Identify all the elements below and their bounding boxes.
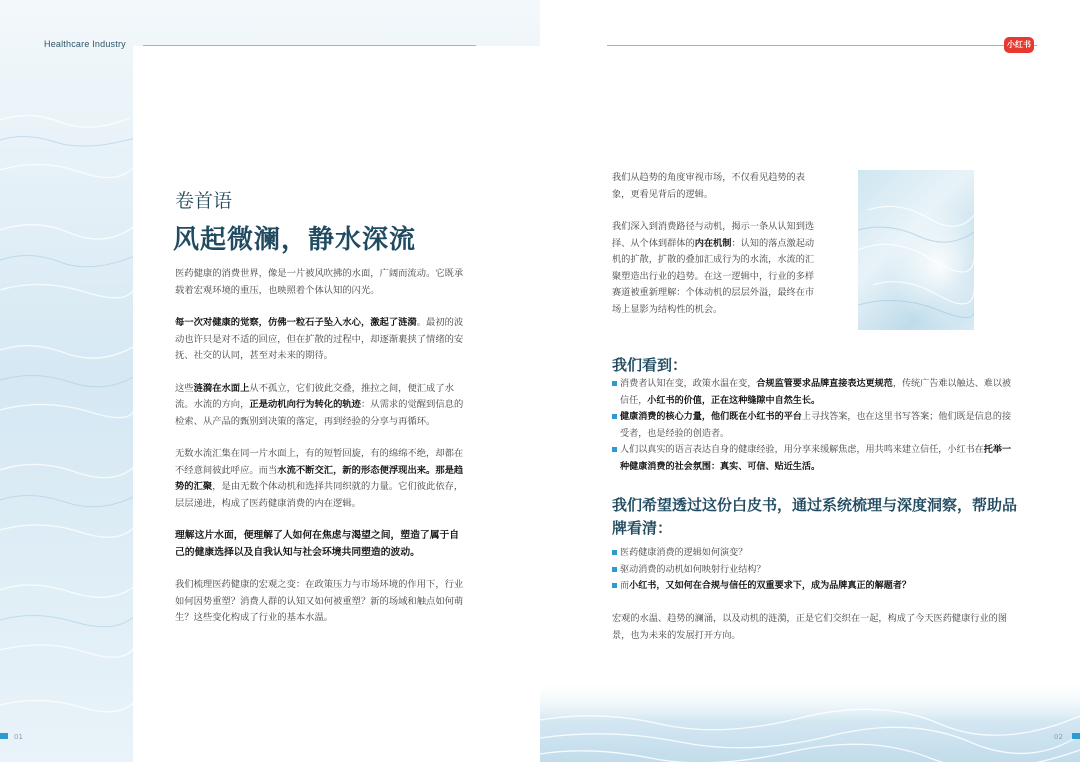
- header-label: Healthcare Industry: [44, 39, 126, 49]
- right-page: [540, 0, 1080, 762]
- bold-text: 每一次对健康的觉察，仿佛一粒石子坠入水心，激起了涟漪: [175, 317, 417, 328]
- list-item: [612, 562, 1012, 579]
- page-number: 01: [14, 733, 23, 741]
- text-run: 医药健康的消费世界，像是一片被风吹拂的水面，广阔而流动。它既承载着宏观环境的重压，也映照着个体认知的闪光。: [175, 268, 464, 296]
- page-tab-marker: [1072, 733, 1080, 739]
- text-run: 无数水流汇集在同一片水面上，有的短暂回旋，有的绵绵不绝，却都在不经意间彼此呼应。而当: [175, 448, 464, 476]
- water-background-right: [540, 680, 1080, 762]
- page-tab-marker: [0, 733, 8, 739]
- bold-text: 正是动机向行为转化的轨迹: [249, 399, 361, 410]
- paragraph: [175, 577, 467, 627]
- intro-text: [612, 170, 817, 334]
- text-run: 人们以真实的语言表达自身的健康经验，用分享来缓解焦虑，用共鸣来建立信任，小红书在: [620, 445, 984, 455]
- text-run: 消费者认知在变，政策水温在变，: [620, 379, 757, 389]
- closing-paragraph: 宏观的水温、趋势的澜涌，以及动机的涟漪，正是它们交织在一起，构成了今天医药健康行业的图景，也为未来的发展打开方向。: [612, 613, 1008, 641]
- text-run: ，是由无数个体动机和选择共同织就的力量。它们彼此依存，层层递进，构成了医药健康消费的内在逻辑。: [175, 481, 464, 509]
- text-run: 医药健康消费的逻辑如何演变？: [620, 548, 748, 558]
- bold-text: 小红书的价值，正在这种缝隙中自然生长。: [647, 395, 821, 406]
- paragraph: [175, 381, 467, 431]
- paragraph: [175, 446, 467, 512]
- text-run: 驱动消费的动机如何映射行业结构？: [620, 564, 766, 575]
- section-heading-seen: 我们看到：: [612, 356, 688, 374]
- paragraph: [612, 170, 817, 203]
- paragraph: [175, 266, 467, 299]
- page-number: 02: [1054, 733, 1063, 741]
- paragraph: [175, 315, 467, 365]
- list-item: [612, 545, 1012, 562]
- bold-text: 理解这片水面，便理解了人如何在焦虑与渴望之间，塑造了属于自己的健康选择以及自我认知与社会环境共同塑造的波动。: [175, 530, 460, 558]
- list-item: [612, 376, 1012, 409]
- header-rule: [143, 45, 476, 46]
- section-heading-hope: 我们希望透过这份白皮书，通过系统梳理与深度洞察，帮助品牌看清：: [612, 496, 1018, 537]
- text-run: 我们深入到消费路径与动机，揭示一条从认知到选择、从个体到群体的: [612, 221, 815, 249]
- list-item: [612, 578, 1012, 595]
- paragraph: [175, 528, 467, 561]
- text-run: 上寻找答案，也在这里书写答案；他们既是信息的接受者，也是经验的创造者。: [620, 412, 1012, 439]
- list-item: [612, 442, 1012, 475]
- text-run: ：从需求的觉醒到信息的检索、从产品的甄别到决策的落定，再到经验的分享与再循环。: [175, 399, 464, 427]
- bold-text: 合规监管要求品牌直接表达更规范: [756, 379, 893, 389]
- text-run: 从不孤立，它们彼此交叠，推拉之间，便汇成了水流。水流的方向，: [175, 382, 454, 410]
- text-run: 我们梳理医药健康的宏观之变：在政策压力与市场环境的作用下，行业如何因势重塑？消费人群的认知又如何被重塑？新的场域和触点如何萌生？这些变化构成了行业的基本水温。: [175, 579, 464, 623]
- bold-text: 水流不断交汇，新的形态便浮现出来。那是趋势的汇聚: [175, 464, 464, 492]
- bold-text: 小红书，又如何在合规与信任的双重要求下，成为品牌真正的解题者？: [629, 581, 912, 591]
- text-run: ，传统广告难以触达、难以被信任，: [620, 379, 1012, 406]
- text-run: 而: [620, 581, 630, 591]
- list-item: [612, 409, 1012, 442]
- text-run: ：认知的落点激起动机的扩散，扩散的叠加汇成行为的水流，水流的汇聚塑造出行业的趋势。在这一逻辑中，行业的多样赛道被重新理解：个体动机的层层外溢，最终在市场上显影为结构性的机会。: [612, 237, 815, 315]
- bullet-list-hope: [612, 545, 1012, 595]
- text-run: 这些: [175, 382, 194, 394]
- left-body-text: [175, 266, 467, 643]
- bold-text: 涟漪在水面上: [193, 382, 250, 394]
- bold-text: 健康消费的核心力量，他们既在小红书的平台: [620, 412, 802, 422]
- text-run: 我们从趋势的角度审视市场，不仅看见趋势的表象，更看见背后的逻辑。: [612, 172, 805, 200]
- kicker: 卷首语: [175, 190, 233, 212]
- bullet-list-seen: [612, 376, 1012, 475]
- page-title: 风起微澜，静水深流: [173, 225, 417, 255]
- paragraph: [612, 219, 817, 318]
- bold-text: 托举一种健康消费的社会氛围：真实、可信、贴近生活。: [620, 445, 1012, 472]
- text-run: 。最初的波动也许只是对不适的回应，但在扩散的过程中，却逐渐裹挟了情绪的安抚、社交的认同，甚至对未来的期待。: [175, 317, 464, 361]
- brand-logo: 小红书: [1004, 37, 1034, 53]
- header-rule: [607, 45, 1037, 46]
- bold-text: 内在机制: [694, 237, 732, 249]
- water-photo: [858, 170, 974, 330]
